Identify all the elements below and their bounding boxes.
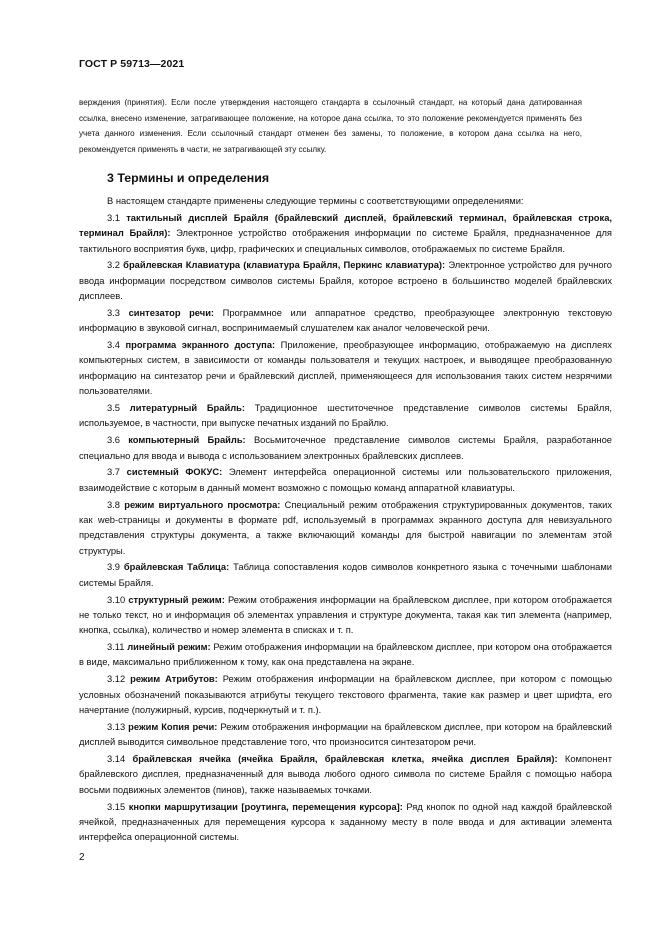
term-name: компьютерный Брайль: <box>128 435 246 446</box>
terms-list <box>79 211 612 846</box>
term-entry <box>79 640 612 671</box>
term-entry <box>79 672 612 718</box>
term-definition: Приложение, преобразующее информацию, отображаемую на дисплеях компьютерных систем, в зависимости от команды пользователя и текущих настроек, и выводящее преобразованную информацию на синтезатор речи и брайлевский дисплей, применяющееся для использования таких систем незрячими пользователями. <box>79 340 612 397</box>
term-entry <box>79 752 612 798</box>
term-name: кнопки маршрутизации [роутинга, перемещения курсора]: <box>128 801 403 812</box>
term-number: 3.1 <box>107 212 120 223</box>
term-name: режим виртуального просмотра: <box>124 499 281 510</box>
term-entry <box>79 338 612 399</box>
term-definition: Элемент интерфейса операционной системы или пользовательского приложения, взаимодействие с которым в данный момент возможно с помощью команд аппаратной клавиатуры. <box>79 467 612 493</box>
term-name: брайлевская Таблица: <box>123 562 230 573</box>
term-number: 3.15 <box>107 801 126 812</box>
term-name: литературный Брайль: <box>129 402 245 413</box>
term-entry <box>79 720 612 751</box>
term-number: 3.7 <box>107 467 120 478</box>
term-name: брайлевская Клавиатура (клавиатура Брайля, Перкинс клавиатура): <box>123 260 446 271</box>
term-entry <box>79 306 612 337</box>
term-definition: Режим отображения информации на брайлевском дисплее, при котором с помощью условных обозначений показываются атрибуты текущего текстового фрагмента, такие как размер и цвет шрифта, его начертание (полужирный, курсив, подчеркнутый и т. п.). <box>79 674 612 715</box>
page-number: 2 <box>79 852 85 863</box>
section-title: 3 Термины и определения <box>107 171 270 185</box>
term-name: синтезатор речи: <box>128 307 215 318</box>
term-definition: Программное или аппаратное средство, преобразующее электронную текстовую информацию в звуковой сигнал, воспринимаемый слушателем как аналог человеческой речи. <box>79 307 612 334</box>
term-definition: Режим отображения информации на брайлевском дисплее, при котором отображается не только текст, но и информация об элементах управления и структуре документа, такая как тип элемента (например, кнопка, ссылка), количество и номер элемента в списках и т. п. <box>79 594 612 636</box>
term-name: режим Атрибутов: <box>130 674 218 685</box>
terms-body <box>79 194 612 847</box>
document-header: ГОСТ Р 59713—2021 <box>79 58 185 70</box>
term-definition: Электронное устройство для ручного ввода информации посредством символов системы Брайля, которое встроено в большинство моделей брайлевских дисплеев. <box>79 260 612 302</box>
term-entry <box>79 401 612 432</box>
term-name: структурный режим: <box>128 594 225 605</box>
term-name: программа экранного доступа: <box>125 340 276 351</box>
term-entry <box>79 498 612 559</box>
term-definition: Таблица сопоставления кодов символов конкретного языка с точечными шаблонами системы Брайля. <box>79 562 612 588</box>
intro-paragraph: В настоящем стандарте применены следующие термины с соответствующими определениями: <box>107 196 524 206</box>
term-number: 3.2 <box>107 260 120 271</box>
term-number: 3.11 <box>107 642 125 653</box>
term-definition: Ряд кнопок по одной над каждой брайлевской ячейкой, предназначенных для перемещения курсора к заданному месту в поле ввода и для активации элемента интерфейса операционной системы. <box>79 801 612 843</box>
term-number: 3.10 <box>107 594 126 605</box>
term-number: 3.9 <box>107 562 120 573</box>
term-name: режим Копия речи: <box>128 721 218 732</box>
term-entry <box>79 593 612 639</box>
term-definition: Режим отображения информации на брайлевском дисплее, при котором на брайлевский дисплей выводится символьное представление того, что произносится синтезатором речи. <box>79 721 612 748</box>
term-definition: Компонент брайлевского дисплея, предназначенный для вывода любого одного символа по системе Брайля с помощью набора восьми подвижных элементов (пинов), также называемых точками. <box>79 754 612 795</box>
term-entry <box>79 433 612 464</box>
term-number: 3.3 <box>107 307 120 318</box>
continuation-paragraph: верждения (принятия). Если после утверждения настоящего стандарта в ссылочный стандарт, на который дана датированная ссылка, внесено изменение, затрагивающее положение, на которое дана ссылка, то это положение рекомендуется применять без учета данного изменения. Если ссылочный стандарт отменен без замены, то положение, в котором дана ссылка на него, рекомендуется применять в части, не затрагивающей эту ссылку. <box>79 98 582 154</box>
term-definition: Электронное устройство отображения информации по системе Брайля, предназначенное для тактильного восприятия букв, цифр, графических и специальных символов, отображаемых по системе Брайля. <box>79 228 612 254</box>
term-definition: Специальный режим отображения структурированных документов, таких как web-страницы и документы в формате pdf, используемый в программах экранного доступа для невизуального представления структуры документа, а также включающий команды для быстрой навигации по элементам этой структуры. <box>79 499 612 556</box>
term-number: 3.6 <box>107 435 120 446</box>
term-number: 3.12 <box>107 674 126 685</box>
term-name: линейный режим: <box>127 642 211 653</box>
term-name: брайлевская ячейка (ячейка Брайля, брайлевская клетка, ячейка дисплея Брайля): <box>132 754 558 765</box>
term-entry <box>79 560 612 591</box>
term-name: тактильный дисплей Брайля (брайлевский дисплей, брайлевский терминал, брайлевская строка, терминал Брайля): <box>79 212 612 239</box>
term-definition: Традиционное шеститочечное представление символов системы Брайля, используемое, в частности, при выпуске печатных изданий по Брайлю. <box>79 402 612 429</box>
term-definition: Режим отображения информации на брайлевском дисплее, при котором она отображается в виде, максимально приближенном к тому, как она представлена на экране. <box>79 642 612 668</box>
term-entry <box>79 800 612 846</box>
term-number: 3.5 <box>107 402 120 413</box>
term-entry <box>79 465 612 496</box>
term-name: системный ФОКУС: <box>126 467 223 478</box>
term-definition: Восьмиточечное представление символов системы Брайля, разработанное специально для ввода и вывода с использованием электронных брайлевских дисплеев. <box>79 435 612 461</box>
term-entry <box>79 258 612 304</box>
term-number: 3.4 <box>107 340 120 351</box>
term-number: 3.13 <box>107 721 126 732</box>
term-number: 3.8 <box>107 499 120 510</box>
term-entry <box>79 211 612 257</box>
term-number: 3.14 <box>107 754 126 765</box>
